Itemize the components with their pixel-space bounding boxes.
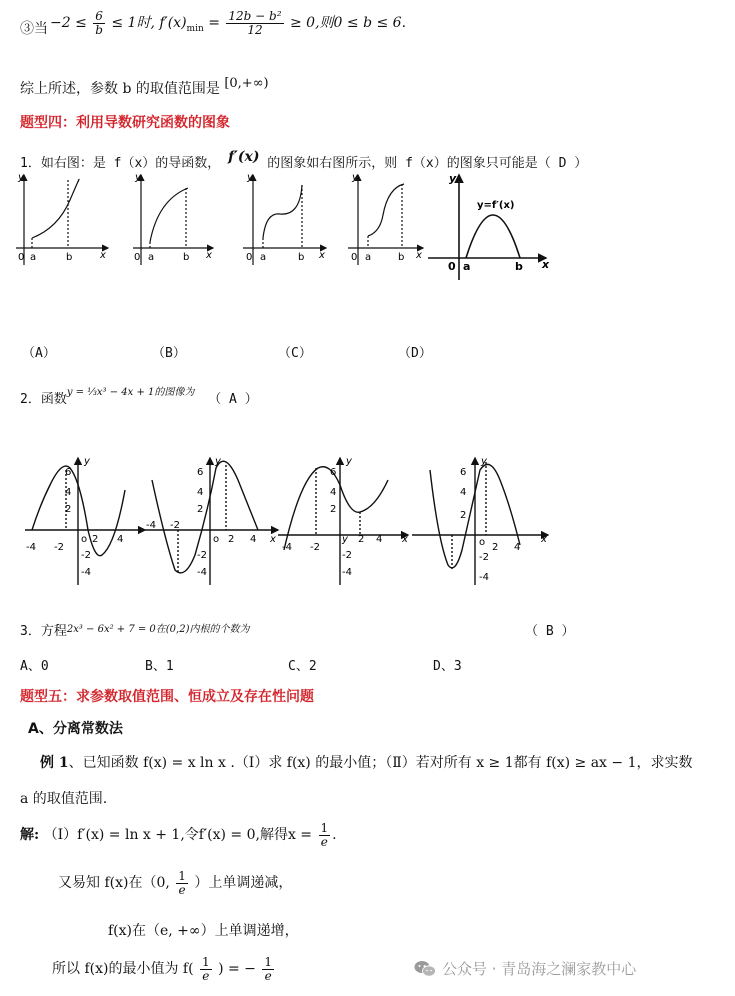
label-x: x bbox=[270, 534, 276, 545]
label-b: b bbox=[398, 252, 405, 263]
label-a: a bbox=[148, 252, 155, 263]
fraction bbox=[226, 10, 283, 36]
q2-formula: y = ⅓x³ − 4x + 1的图像为 bbox=[66, 387, 195, 398]
fraction bbox=[176, 870, 188, 896]
label-x: x bbox=[319, 250, 325, 261]
q3-answer: （ B ） bbox=[525, 624, 575, 639]
choice-b: B、1 bbox=[145, 659, 174, 674]
label-y: y bbox=[215, 456, 221, 467]
graph-q2-a-labels bbox=[26, 456, 123, 578]
tick-4: 4 bbox=[65, 487, 72, 498]
solution-line1: 解: （Ⅰ）f′(x) = ln x + 1,令f′(x) = 0,解得x = $\frac{1}{e}$ . bbox=[20, 821, 337, 849]
tick-2: 2 bbox=[460, 510, 467, 521]
tick-4x: 4 bbox=[250, 534, 257, 545]
option-a: （A） bbox=[22, 346, 56, 361]
tick-neg2: -2 bbox=[310, 542, 320, 553]
label-x: x bbox=[542, 258, 550, 271]
frac-den: 12 bbox=[247, 22, 263, 37]
graph-fprime bbox=[428, 175, 546, 280]
label-a: a bbox=[463, 260, 471, 273]
frac-den: e bbox=[202, 968, 210, 983]
tick-6: 6 bbox=[65, 467, 72, 478]
fprime-curve-label: y=f′(x) bbox=[477, 200, 515, 211]
tick-4x: 4 bbox=[514, 542, 521, 553]
solution-label: 解: bbox=[20, 827, 40, 844]
q2-answer: （ A ） bbox=[208, 392, 258, 407]
choice-d: D、3 bbox=[433, 659, 462, 674]
label-y: y bbox=[346, 456, 352, 467]
label-b: b bbox=[298, 252, 305, 263]
label-a: a bbox=[30, 252, 37, 263]
fprime-label: f′(x) bbox=[228, 149, 260, 165]
label-b: b bbox=[515, 260, 523, 273]
q2-prefix: 2．函数 bbox=[20, 392, 67, 407]
tick-2x: 2 bbox=[492, 542, 499, 553]
solution-text: ) = − bbox=[218, 961, 256, 978]
tick-neg4: -4 bbox=[146, 520, 156, 531]
tick-neg4y: -4 bbox=[81, 567, 91, 578]
frac-den: e bbox=[264, 968, 272, 983]
formula-part: −2 ≤ bbox=[50, 15, 87, 32]
label-o: 0 bbox=[448, 260, 456, 273]
q3-line bbox=[20, 620, 250, 639]
fraction bbox=[319, 822, 331, 848]
tick-neg2y: -2 bbox=[479, 552, 489, 563]
q2-line bbox=[20, 388, 258, 407]
tick-neg2: -2 bbox=[170, 520, 180, 531]
formula-part: ≤ 1时, f′(x) bbox=[111, 15, 187, 32]
choice-c: C、2 bbox=[288, 659, 317, 674]
tick-neg2y: -2 bbox=[81, 550, 91, 561]
tick-o: o bbox=[213, 534, 220, 545]
label-a: a bbox=[365, 252, 372, 263]
summary-range: [0,+∞) bbox=[224, 76, 269, 91]
solution-text: 所以 f(x)的最小值为 f( bbox=[52, 961, 194, 978]
tick-4: 4 bbox=[197, 487, 204, 498]
tick-2x: 2 bbox=[92, 534, 99, 545]
case3-prefix: ③当 bbox=[20, 21, 48, 37]
label-y: y bbox=[352, 172, 358, 183]
tick-4x: 4 bbox=[117, 534, 124, 545]
q3-formula: 2x³ − 6x² + 7 = 0在(0,2)内根的个数为 bbox=[66, 624, 250, 635]
tick-neg4: -4 bbox=[282, 542, 292, 553]
frac-num: 1 bbox=[320, 821, 329, 835]
tick-neg4y: -4 bbox=[479, 572, 489, 583]
frac-num: 6 bbox=[95, 9, 103, 23]
q1-line bbox=[20, 149, 588, 171]
case3-formula bbox=[50, 10, 406, 36]
frac-num: 1 bbox=[264, 955, 273, 969]
q2-graphs bbox=[20, 450, 560, 590]
tick-4: 4 bbox=[460, 487, 467, 498]
tick-neg4y: -4 bbox=[197, 567, 207, 578]
graph-q2-c bbox=[278, 458, 408, 585]
label-x: x bbox=[541, 534, 547, 545]
watermark bbox=[414, 958, 636, 979]
example-text: 、已知函数 f(x) = x ln x .（Ⅰ）求 f(x) 的最小值；（Ⅱ）若对所有 x ≥ 1都有 f(x) ≥ ax − 1，求实数 bbox=[68, 755, 693, 771]
tick-y0: y bbox=[342, 534, 348, 545]
fraction bbox=[200, 956, 212, 982]
frac-num: 12b − b² bbox=[228, 9, 282, 23]
q1-text: 的图象如右图所示，则 f（x）的图象只可能是（ D ） bbox=[267, 156, 588, 171]
example1-line2: a 的取值范围. bbox=[20, 791, 108, 807]
choice-a: A、0 bbox=[20, 659, 49, 674]
graph-q2-c-labels bbox=[282, 456, 408, 578]
option-c: （C） bbox=[278, 346, 312, 361]
wechat-icon bbox=[414, 960, 436, 978]
watermark-text: 公众号 · 青岛海之澜家教中心 bbox=[442, 960, 637, 978]
tick-6: 6 bbox=[330, 467, 337, 478]
label-o: 0 bbox=[351, 252, 358, 263]
q3-prefix: 3．方程 bbox=[20, 624, 67, 639]
solution-line4 bbox=[52, 956, 276, 982]
solution-line2 bbox=[58, 870, 292, 896]
label-y: y bbox=[18, 172, 24, 183]
frac-den: b bbox=[95, 22, 103, 37]
frac-num: 1 bbox=[202, 955, 210, 969]
label-x: x bbox=[402, 534, 408, 545]
tick-6: 6 bbox=[197, 467, 204, 478]
graph-q2-d-labels bbox=[460, 456, 547, 583]
tick-2: 2 bbox=[330, 504, 337, 515]
graph-q2-b bbox=[145, 458, 278, 585]
solution-text: ）上单调递减， bbox=[194, 875, 293, 892]
label-a: a bbox=[260, 252, 267, 263]
tick-6: 6 bbox=[460, 467, 467, 478]
label-o: 0 bbox=[134, 252, 141, 263]
subheading: A、分离常数法 bbox=[28, 721, 123, 737]
tick-2x: 2 bbox=[228, 534, 235, 545]
label-x: x bbox=[416, 250, 422, 261]
summary-line bbox=[20, 78, 269, 98]
tick-neg2y: -2 bbox=[197, 550, 207, 561]
label-y: y bbox=[449, 172, 457, 185]
graph-q2-a bbox=[25, 458, 145, 585]
example-label: 例 1 bbox=[40, 755, 69, 771]
q1-text: 1．如右图：是 f（x）的导函数， bbox=[20, 156, 221, 171]
formula-part: = bbox=[208, 15, 220, 32]
graph-d bbox=[348, 175, 423, 265]
tick-2: 2 bbox=[65, 504, 72, 515]
tick-4x: 4 bbox=[376, 534, 383, 545]
tick-neg2: -2 bbox=[54, 542, 64, 553]
example1-line1 bbox=[40, 752, 693, 772]
frac-num: 1 bbox=[178, 869, 186, 883]
option-d: （D） bbox=[398, 346, 432, 361]
tick-o: o bbox=[479, 537, 486, 548]
solution-text: （Ⅰ）f′(x) = ln x + 1,令f′(x) = 0,解得x = bbox=[43, 827, 313, 844]
summary-text: 综上所述，参数 b 的取值范围是 bbox=[20, 81, 220, 97]
label-y: y bbox=[84, 456, 90, 467]
fraction bbox=[262, 956, 274, 982]
tick-neg2y: -2 bbox=[342, 550, 352, 561]
label-y: y bbox=[135, 172, 141, 183]
graph-q2-b-labels bbox=[146, 456, 276, 578]
case3-line bbox=[20, 18, 48, 38]
tick-2: 2 bbox=[197, 504, 204, 515]
fraction bbox=[93, 10, 105, 36]
label-o: 0 bbox=[246, 252, 253, 263]
graph-c bbox=[243, 175, 326, 265]
label-y: y bbox=[481, 456, 487, 467]
graph-b bbox=[133, 175, 213, 265]
tick-o: o bbox=[81, 534, 88, 545]
graph-q2-d bbox=[412, 458, 548, 585]
tick-neg4: -4 bbox=[26, 542, 36, 553]
frac-den: e bbox=[178, 882, 186, 897]
label-b: b bbox=[183, 252, 190, 263]
section5-title: 题型五：求参数取值范围、恒成立及存在性问题 bbox=[20, 689, 314, 705]
formula-part: ≥ 0,则0 ≤ b ≤ 6. bbox=[290, 15, 407, 32]
tick-4: 4 bbox=[330, 487, 337, 498]
section4-title: 题型四：利用导数研究函数的图象 bbox=[20, 115, 230, 131]
solution-text: 又易知 f(x)在（0, bbox=[58, 875, 170, 892]
label-b: b bbox=[66, 252, 73, 263]
label-o: 0 bbox=[18, 252, 25, 263]
tick-2x: 2 bbox=[358, 534, 365, 545]
tick-neg4y: -4 bbox=[342, 567, 352, 578]
frac-den: e bbox=[320, 834, 328, 849]
label-x: x bbox=[100, 250, 106, 261]
q1-graphs bbox=[8, 170, 568, 285]
subscript: min bbox=[186, 23, 204, 34]
option-b: （B） bbox=[152, 346, 186, 361]
label-y: y bbox=[247, 172, 253, 183]
label-x: x bbox=[206, 250, 212, 261]
solution-line3: f(x)在（e, +∞）上单调递增， bbox=[108, 923, 299, 939]
